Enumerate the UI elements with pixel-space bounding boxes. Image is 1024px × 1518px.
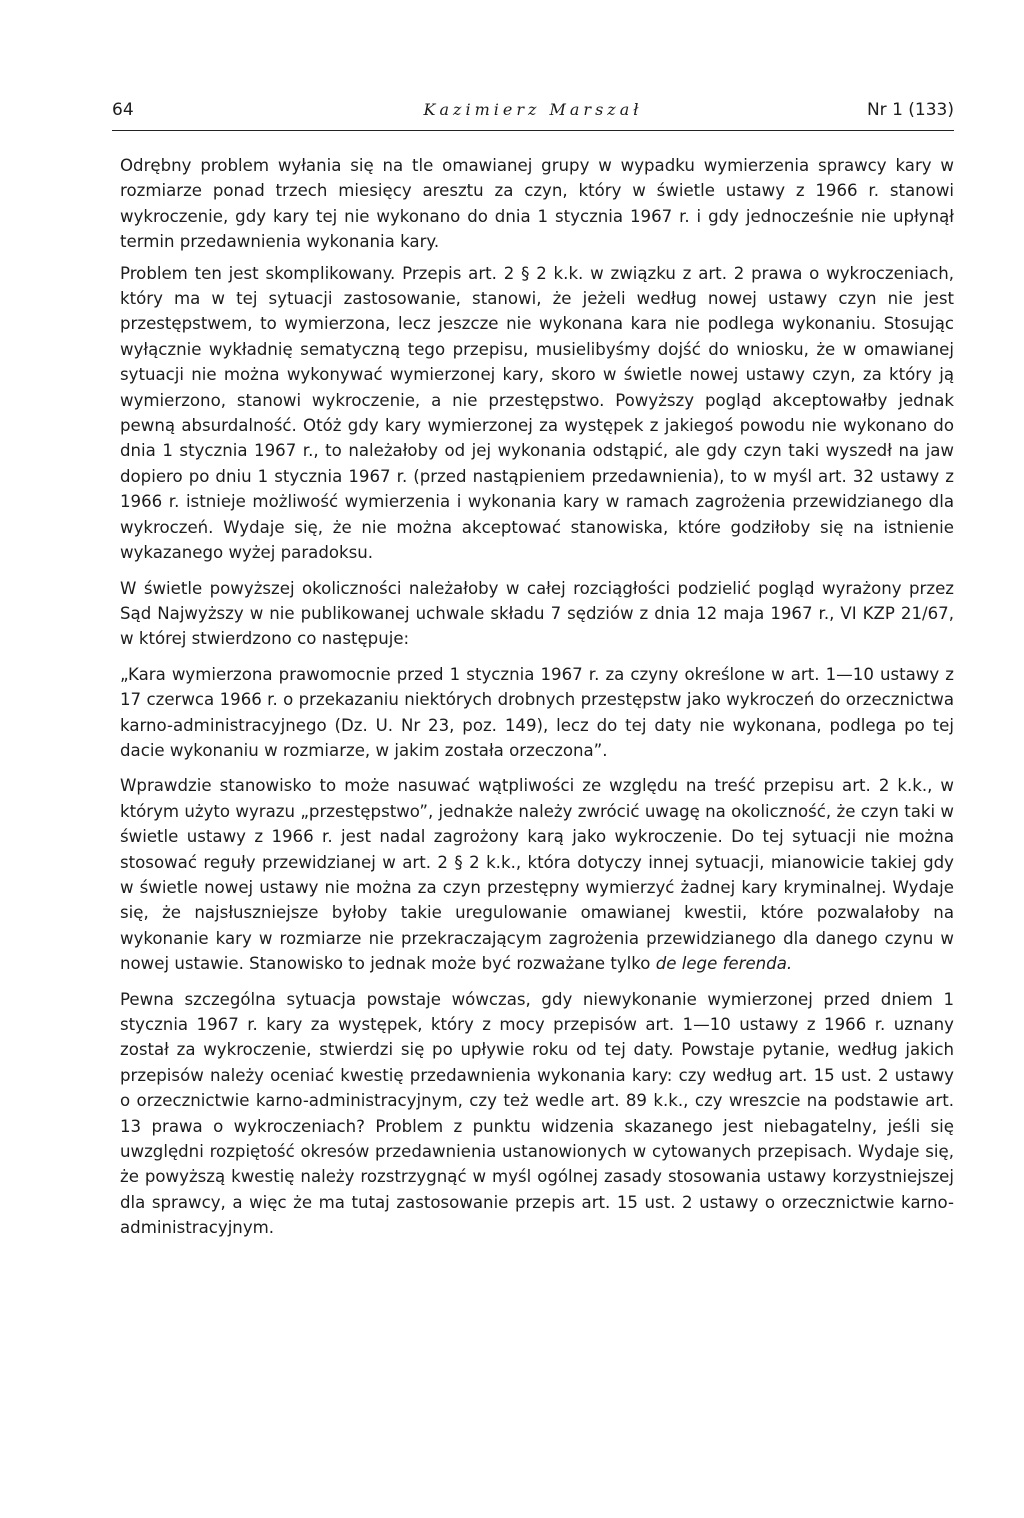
latin-phrase: de lege ferenda. bbox=[655, 954, 793, 974]
paragraph-6: Pewna szczególna sytuacja powstaje wówczas, gdy niewykonanie wymierzonej przed dniem 1 stycznia 1967 r. kary za występek, który z mocy przepisów art. 1—10 ustawy z 1966 r. uznany został za wykroczenie, stwierdzi się po upływie roku od tej daty. Powstaje pytanie, według jakich przepisów należy oceniać kwestię przedawnienia wykonania kary: czy według art. 15 ust. 2 ustawy o orzecznictwie karno-administracyjnym, czy też wedle art. 89 k.k., czy wreszcie na podstawie art. 13 prawa o wykroczeniach? Problem z punktu widzenia skazanego jest niebagatelny, jeśli się uwzględni rozpiętość okresów przedawnienia ustanowionych w cytowanych przepisach. Wydaje się, że powyższą kwestię należy rozstrzygnąć w myśl ogólnej zasady stosowania ustawy korzystniejszej dla sprawcy, a więc że ma tutaj zastosowanie przepis art. 15 ust. 2 ustawy o orzecznictwie karno-administracyjnym. bbox=[120, 989, 954, 1238]
article-body bbox=[120, 153, 954, 1247]
paragraph-2: Problem ten jest skomplikowany. Przepis art. 2 § 2 k.k. w związku z art. 2 prawa o wykroczeniach, który ma w tej sytuacji zastosowanie, stanowi, że jeżeli według nowej ustawy czyn nie jest przestępstwem, to wymierzona, lecz jeszcze nie wykonana kara nie podlega wykonaniu. Stosując wyłącznie wykładnię sematyczną tego przepisu, musielibyśmy dojść do wniosku, że w omawianej sytuacji nie można wykonywać wymierzonej kary, skoro w świetle nowej ustawy czyn, za który ją wymierzono, stanowi wykroczenie, a nie przestępstwo. Powyższy pogląd akceptowałby jednak pewną absurdalność. Otóż gdy kary wymierzonej za występek z jakiegoś powodu nie wykonano do dnia 1 stycznia 1967 r., to należałoby od jej wykonania odstąpić, ale gdy czyn taki wyszedł na jaw dopiero po dniu 1 stycznia 1967 r. (przed nastąpieniem przedawnienia), to w myśl art. 32 ustawy z 1966 r. istnieje możliwość wymierzenia i wykonania kary w ramach zagrożenia przewidzianego dla wykroczeń. Wydaje się, że nie można akceptować stanowiska, które godziłoby się na istnienie wykazanego wyżej paradoksu. bbox=[120, 263, 954, 563]
paragraph-3: W świetle powyższej okoliczności należałoby w całej rozciągłości podzielić pogląd wyrażony przez Sąd Najwyższy w nie publikowanej uchwale składu 7 sędziów z dnia 12 maja 1967 r., VI KZP 21/67, w której stwierdzono co następuje: bbox=[120, 578, 954, 649]
issue-number: Nr 1 (133) bbox=[866, 100, 954, 120]
paragraph-5 bbox=[120, 773, 954, 976]
paragraph-5-text: Wprawdzie stanowisko to może nasuwać wątpliwości ze względu na treść przepisu art. 2 k.k., w którym użyto wyrazu „przestępstwo”, jednakże należy zwrócić uwagę na okoliczność, że czyn taki w świetle ustawy z 1966 r. jest nadal zagrożony karą jako wykroczenie. Do tej sytuacji nie można stosować reguły przewidzianej w art. 2 § 2 k.k., która dotyczy innej sytuacji, mianowicie takiej gdy w świetle nowej ustawy nie można za czyn przestępny wymierzyć żadnej kary kryminalnej. Wydaje się, że najsłuszniejsze byłoby takie uregulowanie omawianej kwestii, które pozwalałoby na wykonanie kary w rozmiarze nie przekraczającym zagrożenia przewidzianego dla danego czynu w nowej ustawie. Stanowisko to jednak może być rozważane tylko bbox=[120, 776, 954, 974]
running-header bbox=[112, 100, 954, 131]
paragraph-1: Odrębny problem wyłania się na tle omawianej grupy w wypadku wymierzenia sprawcy kary w rozmiarze ponad trzech miesięcy aresztu za czyn, który w świetle ustawy z 1966 r. stanowi wykroczenie, gdy kary tej nie wykonano do dnia 1 stycznia 1967 r. i gdy jednocześnie nie upłynął termin przedawnienia wykonania kary. bbox=[120, 156, 954, 252]
page-number: 64 bbox=[112, 100, 134, 120]
running-title: Kazimierz Marszał bbox=[423, 100, 643, 119]
court-quote: „Kara wymierzona prawomocnie przed 1 stycznia 1967 r. za czyny określone w art. 1—10 ustawy z 17 czerwca 1966 r. o przekazaniu niektórych drobnych przestępstw jako wykroczeń do orzecznictwa karno-administracyjnego (Dz. U. Nr 23, poz. 149), lecz do tej daty nie wykonana, podlega po tej dacie wykonaniu w rozmiarze, w jakim została orzeczona”. bbox=[120, 664, 954, 760]
